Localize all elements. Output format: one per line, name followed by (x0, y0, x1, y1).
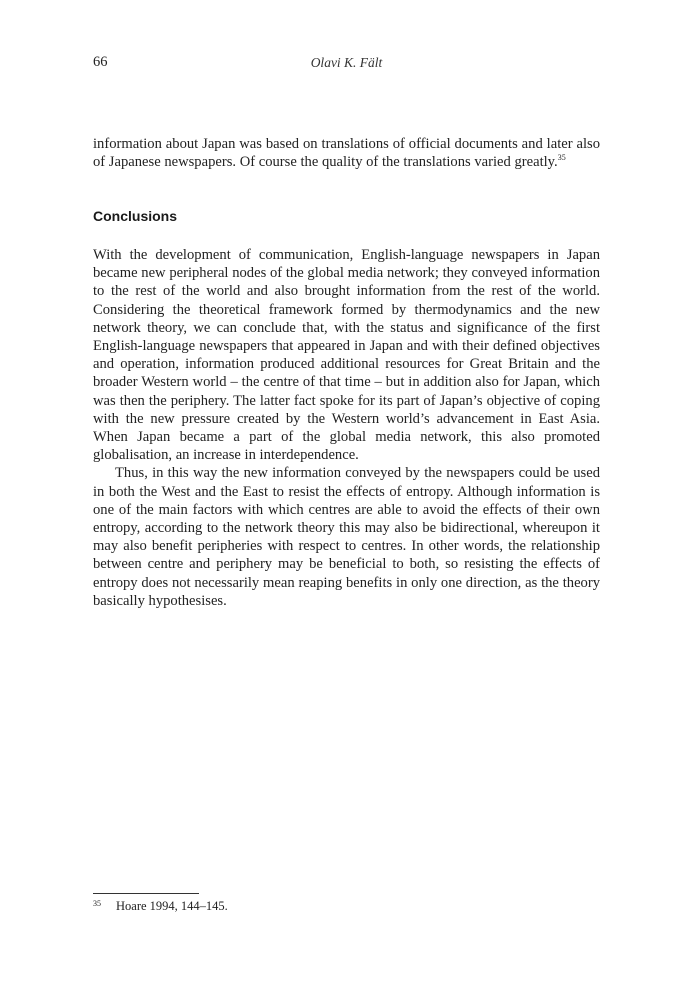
conclusions-paragraph-2: Thus, in this way the new information conveyed by the newspapers could be used in both the West and the East to resist the effects of entropy. Although information is one of the main factors with which centres are able to avoid the effects of their own entropy, according to the network theory this may also be bidirectional, whereupon it may also benefit peripheries with respect to centres. In other words, the relationship between centre and periphery may be beneficial to both, so resisting the effects of entropy does not necessarily mean reaping benefits in only one direction, as the theory basically hypothesises. (93, 465, 600, 609)
footnote-number: 35 (93, 899, 101, 908)
conclusions-paragraph-1: With the development of communication, English-language newspapers in Japan became new peripheral nodes of the global media network; they conveyed information to the rest of the world and also brought information from the rest of the world. Considering the theoretical framework formed by thermodynamics and the new network theory, we can conclude that, with the status and significance of the first English-language newspapers that appeared in Japan and with their defined objectives and operation, information produced additional resources for Great Britain and the broader Western world – the centre of that time – but in addition also for Japan, which was then the periphery. The latter fact spoke for its part of Japan’s objective of coping with the new pressure created by the Western world’s advancement in East Asia. When Japan became a part of the global media network, this also promoted globalisation, an increase in interdependence. (93, 247, 600, 464)
footnote-text: Hoare 1994, 144–145. (116, 899, 228, 913)
conclusions-body (93, 246, 600, 610)
section-heading-conclusions: Conclusions (93, 208, 178, 224)
running-head-author: Olavi K. Fält (310, 55, 383, 70)
intro-text: information about Japan was based on translations of official documents and later also of Japanese newspapers. Of course the quality of the translations varied greatly. (93, 136, 600, 171)
footnote-reference[interactable]: 35 (557, 153, 566, 163)
intro-paragraph (93, 135, 600, 171)
page-header (93, 54, 600, 74)
footnote-divider (93, 893, 199, 894)
page-number: 66 (93, 54, 108, 70)
